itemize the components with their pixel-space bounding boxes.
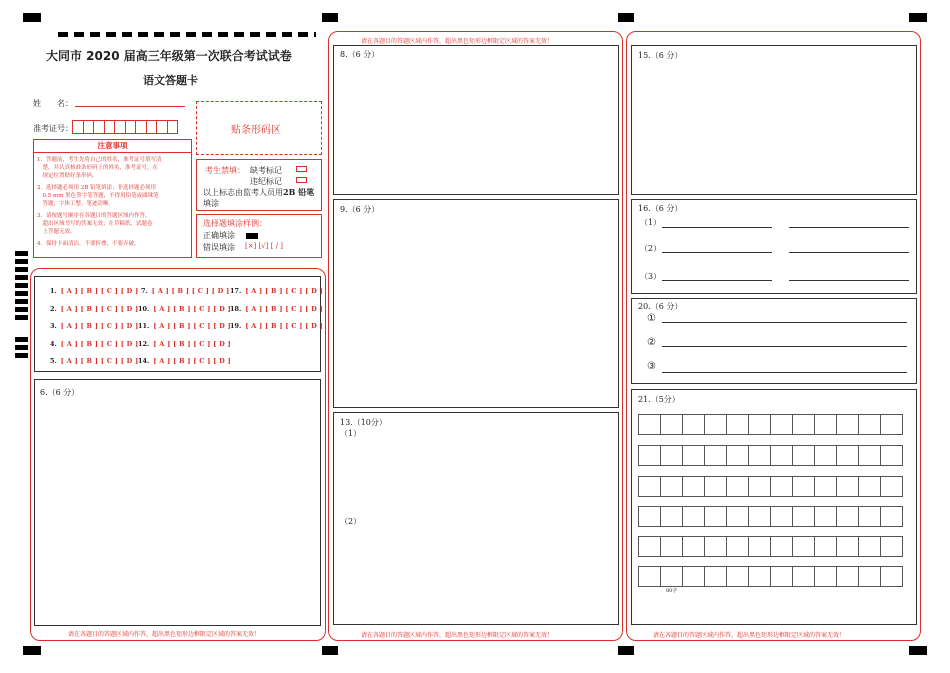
mc-question[interactable]: 7. [ A ] [ B ] [ C ] [ D ] bbox=[141, 287, 230, 295]
question-label-q9: 9.（6 分） bbox=[340, 205, 380, 214]
mc-question[interactable]: 12. [ A ] [ B ] [ C ] [ D ] bbox=[138, 340, 232, 348]
composition-grid-row[interactable] bbox=[638, 566, 902, 587]
warning-text: 请在各题目的答题区域内作答，超出黑色矩形边框限定区域的答案无效！ bbox=[361, 38, 554, 45]
composition-grid-row[interactable] bbox=[638, 445, 902, 466]
question-part-q16-2: （2） bbox=[640, 244, 662, 253]
exam-status-note-suffix: 填涂 bbox=[203, 199, 219, 208]
question-part-q20-1: ① bbox=[647, 313, 656, 324]
answer-line[interactable] bbox=[662, 372, 907, 373]
name-field[interactable] bbox=[75, 106, 185, 107]
question-part-q13-2: （2） bbox=[340, 517, 362, 526]
sample-wrong-marks: [×] [√] [ / ] bbox=[245, 242, 283, 250]
composition-grid-row[interactable] bbox=[638, 476, 902, 497]
side-timing-marks bbox=[15, 251, 28, 323]
question-label-q6: 6.（6 分） bbox=[40, 388, 80, 397]
mc-question[interactable]: 17. [ A ] [ B ] [ C ] [ D ] bbox=[230, 287, 324, 295]
warning-text: 请在各题目的答题区域内作答，超出黑色矩形边框限定区域的答案无效！ bbox=[68, 631, 261, 638]
notice-title: 注意事项 bbox=[34, 140, 191, 153]
answer-line[interactable] bbox=[662, 280, 772, 281]
mc-question[interactable]: 1. [ A ] [ B ] [ C ] [ D ] bbox=[50, 287, 139, 295]
sample-title: 选择题填涂样例： bbox=[203, 219, 267, 228]
page-subtitle: 语文答题卡 bbox=[143, 74, 198, 87]
corner-mark bbox=[909, 646, 927, 655]
question-label-q15: 15.（6 分） bbox=[638, 51, 683, 60]
absent-checkbox[interactable] bbox=[296, 166, 307, 172]
composition-grid-row[interactable] bbox=[638, 506, 902, 527]
notice-box bbox=[33, 139, 192, 258]
notice-item: 4．保持卡面清洁，不要折叠、不要弄破。 bbox=[37, 241, 140, 247]
sample-correct-label: 正确填涂 bbox=[203, 231, 235, 240]
answer-line[interactable] bbox=[662, 227, 772, 228]
corner-mark bbox=[618, 13, 634, 22]
violation-label: 违纪标记 bbox=[250, 177, 282, 186]
exam-status-note: 以上标志由监考人员用2B 铅笔 bbox=[203, 187, 315, 197]
question-label-q16: 16.（6 分） bbox=[638, 204, 683, 213]
notice-item: 1．答题前，考生先将自己的姓名，准考证号填写清 楚，并认真核准条形码上的姓名、准考证号，在 规定位置贴好条形码。 bbox=[37, 157, 162, 179]
absent-label: 缺考标记 bbox=[250, 166, 282, 175]
sample-wrong-label: 错误填涂 bbox=[203, 243, 235, 252]
word-count-marker: 80字 bbox=[666, 588, 678, 594]
question-part-q16-1: （1） bbox=[640, 218, 662, 227]
answer-box-q6[interactable] bbox=[34, 379, 321, 626]
answer-line[interactable] bbox=[662, 252, 772, 253]
question-part-q13-1: （1） bbox=[340, 429, 362, 438]
notice-item: 3．请按题号顺序在各题目的答题区域内作答， 超出区域书写的答案无效；在草稿纸、试题卷 上答题无效。 bbox=[37, 213, 153, 235]
warning-text: 请在各题目的答题区域内作答，超出黑色矩形边框限定区域的答案无效！ bbox=[361, 632, 554, 639]
timing-strip bbox=[58, 32, 316, 37]
composition-grid-row[interactable] bbox=[638, 414, 902, 435]
corner-mark bbox=[618, 646, 634, 655]
barcode-label: 贴条形码区 bbox=[231, 125, 281, 136]
answer-line[interactable] bbox=[662, 322, 907, 323]
answer-line[interactable] bbox=[789, 227, 909, 228]
question-label-q20: 20.（6 分） bbox=[638, 302, 683, 311]
question-part-q16-3: （3） bbox=[640, 272, 662, 281]
corner-mark bbox=[23, 646, 41, 655]
question-part-q20-3: ③ bbox=[647, 361, 656, 372]
mc-question[interactable]: 14. [ A ] [ B ] [ C ] [ D ] bbox=[138, 357, 232, 365]
corner-mark bbox=[322, 646, 338, 655]
answer-box-q9[interactable] bbox=[333, 199, 619, 408]
answer-box-q13[interactable] bbox=[333, 412, 619, 625]
mc-question[interactable]: 18. [ A ] [ B ] [ C ] [ D ] bbox=[230, 305, 324, 313]
mc-question[interactable]: 5. [ A ] [ B ] [ C ] [ D ] bbox=[50, 357, 139, 365]
mc-question[interactable]: 10. [ A ] [ B ] [ C ] [ D ] bbox=[138, 305, 232, 313]
sample-correct-mark bbox=[246, 233, 258, 239]
answer-line[interactable] bbox=[662, 346, 907, 347]
answer-box-q15[interactable] bbox=[631, 45, 917, 195]
page-title: 大同市 2020 届高三年级第一次联合考试试卷 bbox=[46, 49, 292, 63]
side-timing-marks bbox=[15, 337, 28, 361]
mc-question[interactable]: 2. [ A ] [ B ] [ C ] [ D ] bbox=[50, 305, 139, 313]
id-label: 准考证号： bbox=[33, 124, 73, 133]
question-label-q8: 8.（6 分） bbox=[340, 50, 380, 59]
mc-question[interactable]: 19. [ A ] [ B ] [ C ] [ D ] bbox=[230, 322, 324, 330]
question-part-q20-2: ② bbox=[647, 337, 656, 348]
name-label: 姓 名： bbox=[33, 99, 73, 108]
warning-text: 请在各题目的答题区域内作答，超出黑色矩形边框限定区域的答案无效！ bbox=[653, 632, 846, 639]
mc-question[interactable]: 4. [ A ] [ B ] [ C ] [ D ] bbox=[50, 340, 139, 348]
violation-checkbox[interactable] bbox=[296, 177, 307, 183]
id-number-cells[interactable] bbox=[72, 120, 177, 134]
corner-mark bbox=[322, 13, 338, 22]
notice-item: 2．选择题必须用 2B 铅笔填涂；非选择题必须用 0.5 mm 黑色签字笔答题，不得用铅笔或圆珠笔 答题；字体工整、笔迹清晰。 bbox=[37, 185, 159, 207]
composition-grid-row[interactable] bbox=[638, 536, 902, 557]
mc-question[interactable]: 11. [ A ] [ B ] [ C ] [ D ] bbox=[138, 322, 232, 330]
answer-line[interactable] bbox=[789, 280, 909, 281]
corner-mark bbox=[23, 13, 41, 22]
corner-mark bbox=[909, 13, 927, 22]
question-label-q13: 13.（10分） bbox=[340, 418, 387, 427]
answer-box-q8[interactable] bbox=[333, 45, 619, 195]
exam-status-label: 考生禁填： bbox=[205, 166, 245, 175]
mc-question[interactable]: 3. [ A ] [ B ] [ C ] [ D ] bbox=[50, 322, 139, 330]
question-label-q21: 21.（5分） bbox=[638, 395, 680, 404]
answer-line[interactable] bbox=[789, 252, 909, 253]
